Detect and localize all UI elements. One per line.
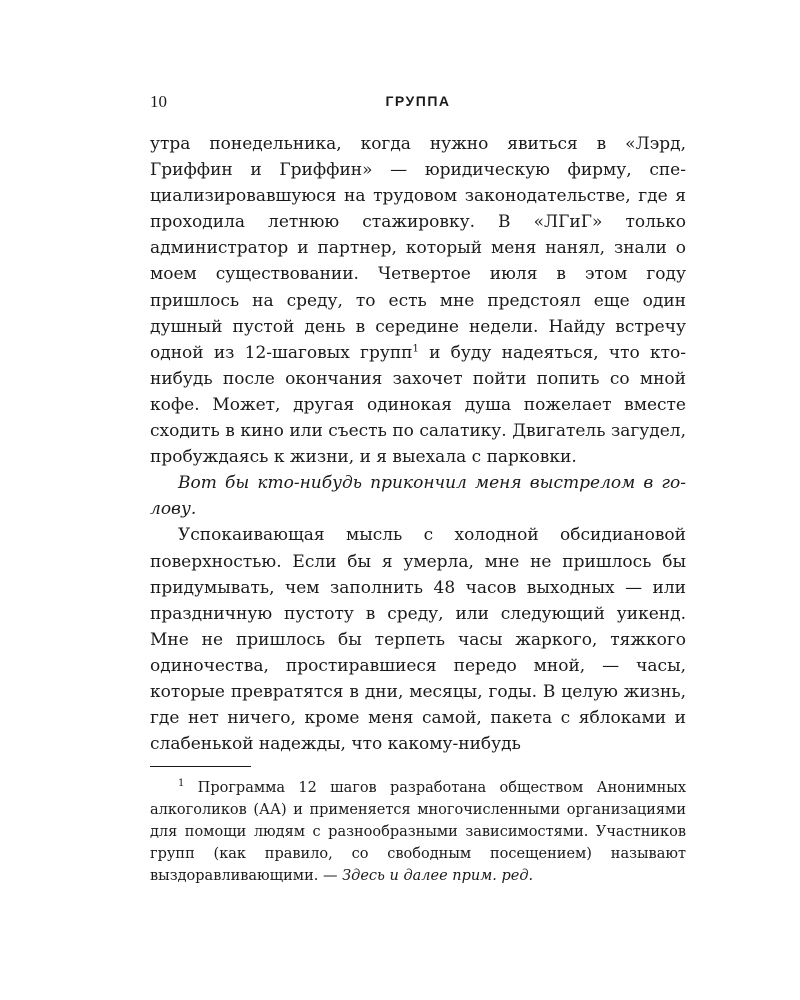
footnote-attribution: Здесь и далее прим. ред. — [342, 868, 534, 885]
footnote — [150, 777, 686, 887]
running-title: ГРУППА — [385, 93, 451, 109]
italic-thought-paragraph: Вот бы кто-нибудь прикончил меня выстрелом в голову. — [150, 473, 686, 520]
footnote-marker: 1 — [178, 778, 185, 790]
paragraph: Успокаивающая мысль с холодной обсидиановой поверхностью. Если бы я умерла, мне не пришлось бы придумывать, чем заполнить 48 часов выходных — или праздничную пустоту в среду, или следующий уикенд. Мне не пришлось бы терпеть часы жаркого, тяжкого одиночества, простиравшиеся передо мной, — часы, которые превратятся в дни, месяцы, годы. В целую жизнь, где нет ничего, кроме меня самой, пакета с яблоками и слабенькой надежды, что какому-нибудь — [150, 525, 686, 755]
footnote-text: Программа 12 шагов разработана обществом Анонимных алкоголиков (АА) и применяется многочисленными организациями для помощи людям с разнообразными зависимостями. Участников групп (как правило, со свободным посещением) называют выздоравливающими. — — [150, 780, 686, 885]
footnote-reference: 1 — [412, 343, 419, 355]
book-page — [150, 88, 686, 887]
main-text — [150, 131, 686, 757]
paragraph-text: утра понедельника, когда нужно явиться в «Лэрд, Гриффин и Гриффин» — юридическую фирму, специализировавшуюся на трудовом законодательстве, где я проходила летнюю стажировку. В «ЛГиГ» только администратор и партнер, который меня нанял, знали о моем существовании. Четвертое июля в этом году пришлось на среду, то есть мне предстоял еще один душный пустой день в середине недели. Найду встречу одной из 12-шаговых групп — [150, 134, 686, 363]
running-head — [150, 88, 686, 118]
page-number: 10 — [150, 92, 167, 111]
paragraph-text-continued: и буду надеяться, что кто-нибудь после окончания захочет пойти попить со мной кофе. Может, другая одинокая душа пожелает вместе сходить в кино или съесть по салатику. Двигатель загудел, пробуждаясь к жизни, и я выехала с парковки. — [150, 342, 686, 468]
footnote-divider — [150, 766, 251, 767]
paragraph-continued — [150, 131, 686, 470]
